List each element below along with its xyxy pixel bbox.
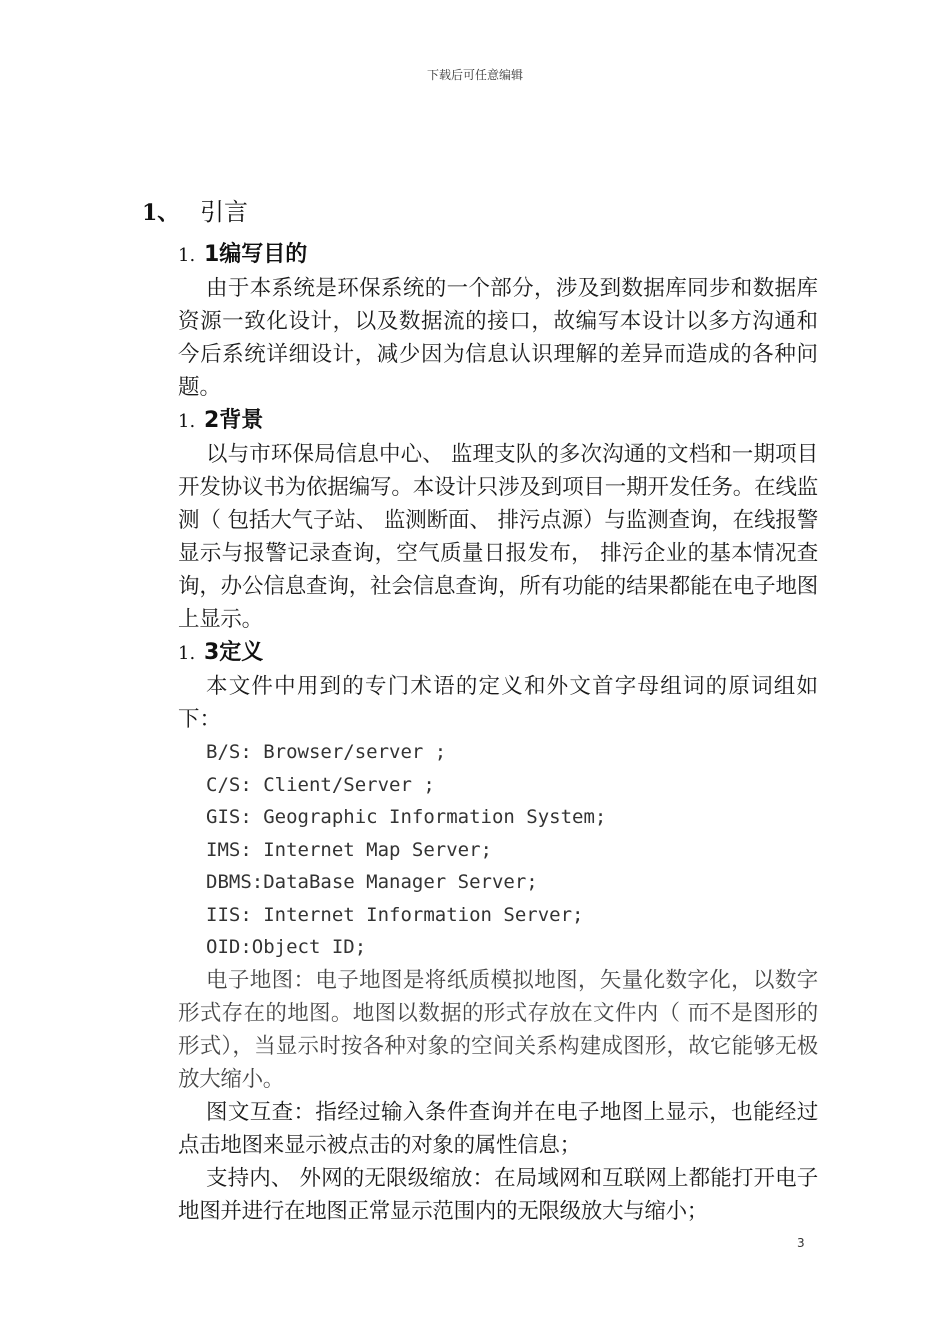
definitions-intro: 本文件中用到的专门术语的定义和外文首字母组词的原词组如下：	[178, 674, 818, 732]
section-heading-purpose	[178, 238, 818, 272]
section-heading-definitions	[178, 636, 818, 670]
chapter-heading	[142, 192, 248, 227]
purpose-paragraph: 由于本系统是环保系统的一个部分，涉及到数据库同步和数据库资源一致化设计，以及数据流的接口，故编写本设计以多方沟通和今后系统详细设计，减少因为信息认识理解的差异而造成的各种问题。	[178, 276, 818, 400]
page-header: 下载后可任意编辑	[426, 68, 523, 82]
abbreviation-item: IIS: Internet Information Server;	[206, 903, 584, 926]
section-number: 1.	[178, 643, 196, 664]
abbreviation-item: C/S: Client/Server ;	[206, 773, 435, 796]
abbreviation-item: GIS: Geographic Information System;	[206, 806, 607, 828]
section-title: 3定义	[204, 640, 264, 665]
background-paragraph: 以与市环保局信息中心、 监理支队的多次沟通的文档和一期项目开发协议书为依据编写。本设计只涉及到项目一期开发任务。在线监测（ 包括大气子站、 监测断面、 排污点源）与监测查询，在线报警显示与报警记录查询，空气质量日报发布， 排污企业的基本情况查询，办公信息查询，社会信息查询，所有功能的结果都能在电子地图上显示。	[178, 442, 818, 632]
section-title: 1编写目的	[204, 242, 308, 267]
abbreviation-item: B/S: Browser/server ;	[206, 741, 447, 763]
section-title: 2背景	[204, 408, 264, 433]
section-number: 1.	[178, 411, 196, 432]
section-number: 1.	[178, 245, 196, 266]
abbreviation-item: IMS: Internet Map Server;	[206, 838, 492, 861]
definition-electronic-map: 电子地图：电子地图是将纸质模拟地图，矢量化数字化，以数字形式存在的地图。地图以数据的形式存放在文件内（ 而不是图形的形式），当显示时按各种对象的空间关系构建成图形，故它能够无极放大缩小。	[178, 967, 818, 1092]
abbreviation-item: OID:Object ID;	[206, 936, 367, 958]
chapter-number: 1、	[142, 200, 180, 226]
section-heading-background	[178, 404, 818, 438]
definition-infinite-zoom: 支持内、 外网的无限级缩放：在局域网和互联网上都能打开电子地图并进行在地图正常显示范围内的无限级放大与缩小；	[178, 1165, 818, 1224]
page-number: 3	[797, 1236, 805, 1250]
definition-cross-query: 图文互查：指经过输入条件查询并在电子地图上显示，也能经过点击地图来显示被点击的对象的属性信息；	[178, 1099, 818, 1158]
abbreviation-item: DBMS:DataBase Manager Server;	[206, 871, 538, 893]
document-body	[178, 238, 818, 1228]
chapter-title: 引言	[200, 198, 248, 226]
